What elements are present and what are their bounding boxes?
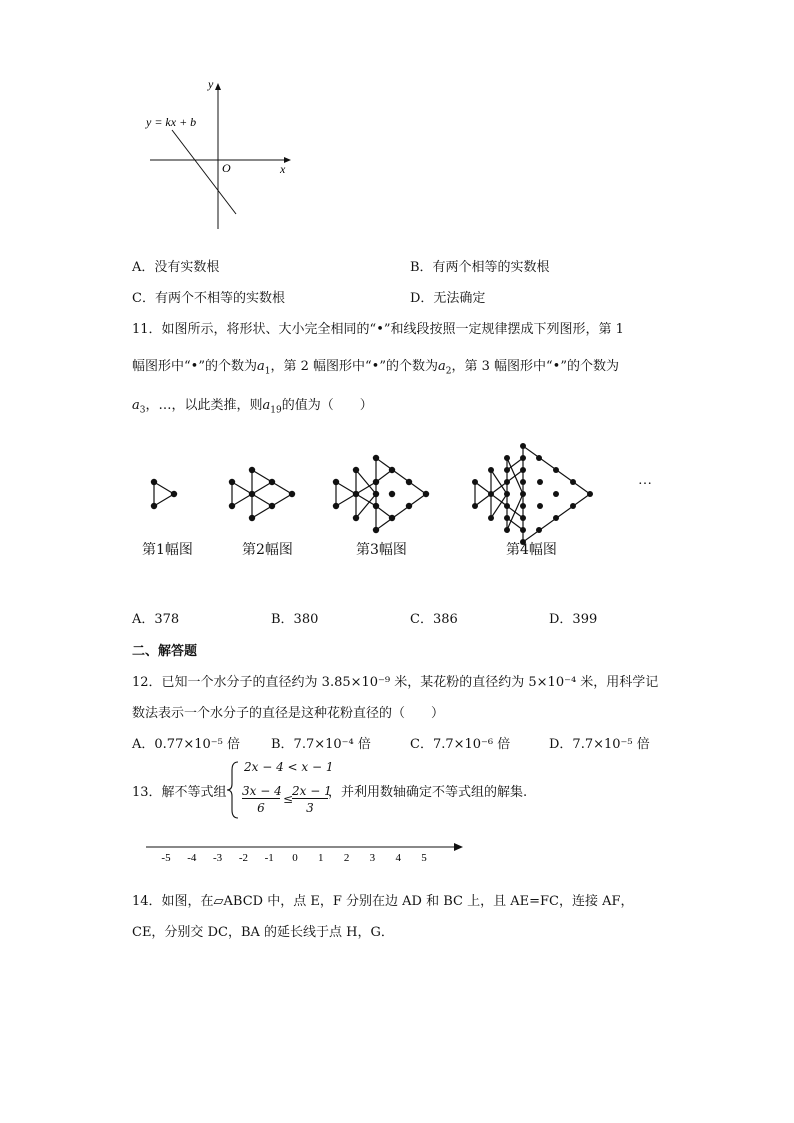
linear-function-graph <box>140 74 300 234</box>
q11-line3: $a_3$，…，以此类推，则$a_{19}$的值为（ ） <box>132 398 373 416</box>
q14-line1: 14．如图，在▱ABCD 中，点 E，F 分别在边 AD 和 BC 上，且 AE=FC，连接 AF， <box>132 894 634 909</box>
q10-option-a: A．没有实数根 <box>132 260 220 275</box>
continuation-ellipsis: … <box>638 473 652 488</box>
fraction-2-denominator: 3 <box>306 801 314 815</box>
origin-label: O <box>222 161 231 175</box>
inequality-1: 2x − 4 < x − 1 <box>244 760 334 774</box>
q10-option-c: C．有两个不相等的实数根 <box>132 291 285 306</box>
figure-2-label: 第2幅图 <box>242 542 293 558</box>
fraction-1-denominator: 6 <box>257 801 265 815</box>
number-line <box>140 835 470 865</box>
q12-option-b: B．7.7×10⁻⁴ 倍 <box>271 737 371 752</box>
number-line-label: 0 <box>292 852 298 864</box>
q10-option-b: B．有两个相等的实数根 <box>410 260 550 275</box>
number-line-label: -4 <box>187 852 197 864</box>
number-line-label: -2 <box>238 852 248 864</box>
x-axis-label: x <box>280 162 286 176</box>
q12-option-a: A．0.77×10⁻⁵ 倍 <box>132 737 240 752</box>
fraction-2-numerator: 2x − 1 <box>292 784 332 798</box>
q12-line2: 数法表示一个水分子的直径是这种花粉直径的（ ） <box>132 706 445 721</box>
number-line-label: 5 <box>421 852 427 864</box>
q11-option-d: D．399 <box>549 612 598 627</box>
q11-option-b: B．380 <box>271 612 319 627</box>
q12-option-d: D．7.7×10⁻⁵ 倍 <box>549 737 650 752</box>
number-line-label: 3 <box>369 852 376 864</box>
q14-line2: CE，分别交 DC，BA 的延长线于点 H，G． <box>132 925 394 940</box>
figure-2 <box>232 470 292 518</box>
q13-prefix: 13．解不等式组 <box>132 785 227 800</box>
q12-line1: 12．已知一个水分子的直径约为 3.85×10⁻⁹ 米，某花粉的直径约为 5×10⁻⁴ 米，用科学记 <box>132 675 659 690</box>
equation-label: y = kx + b <box>146 115 197 129</box>
number-line-label: 2 <box>343 852 350 864</box>
number-line-label: 4 <box>395 852 401 864</box>
leq-sign: ≤ <box>283 792 294 806</box>
number-line-label: -1 <box>264 852 274 864</box>
figure-4-label: 第4幅图 <box>506 542 557 558</box>
q12-option-c: C．7.7×10⁻⁶ 倍 <box>410 737 511 752</box>
q11-line2: 幅图形中“•”的个数为$a_1$，第 2 幅图形中“•”的个数为$a_2$，第 3 幅图形中“•”的个数为 <box>132 359 619 377</box>
q11-option-a: A．378 <box>132 612 180 627</box>
number-line-label: -5 <box>161 852 171 864</box>
figure-3-label: 第3幅图 <box>356 542 407 558</box>
q13-suffix: ，并利用数轴确定不等式组的解集. <box>328 785 528 800</box>
number-line-label: 1 <box>318 852 324 864</box>
figure-3 <box>336 458 426 530</box>
q10-option-d: D．无法确定 <box>410 291 486 306</box>
system-brace <box>226 760 240 820</box>
figure-1-label: 第1幅图 <box>142 542 193 558</box>
q11-option-c: C．386 <box>410 612 458 627</box>
q11-line1: 11．如图所示，将形状、大小完全相同的“•”和线段按照一定规律摆成下列图形，第 1 <box>132 322 624 337</box>
number-line-label: -3 <box>213 852 223 864</box>
y-axis-label: y <box>208 77 214 91</box>
section-title: 二、解答题 <box>132 644 198 659</box>
fraction-1-numerator: 3x − 4 <box>242 784 282 798</box>
